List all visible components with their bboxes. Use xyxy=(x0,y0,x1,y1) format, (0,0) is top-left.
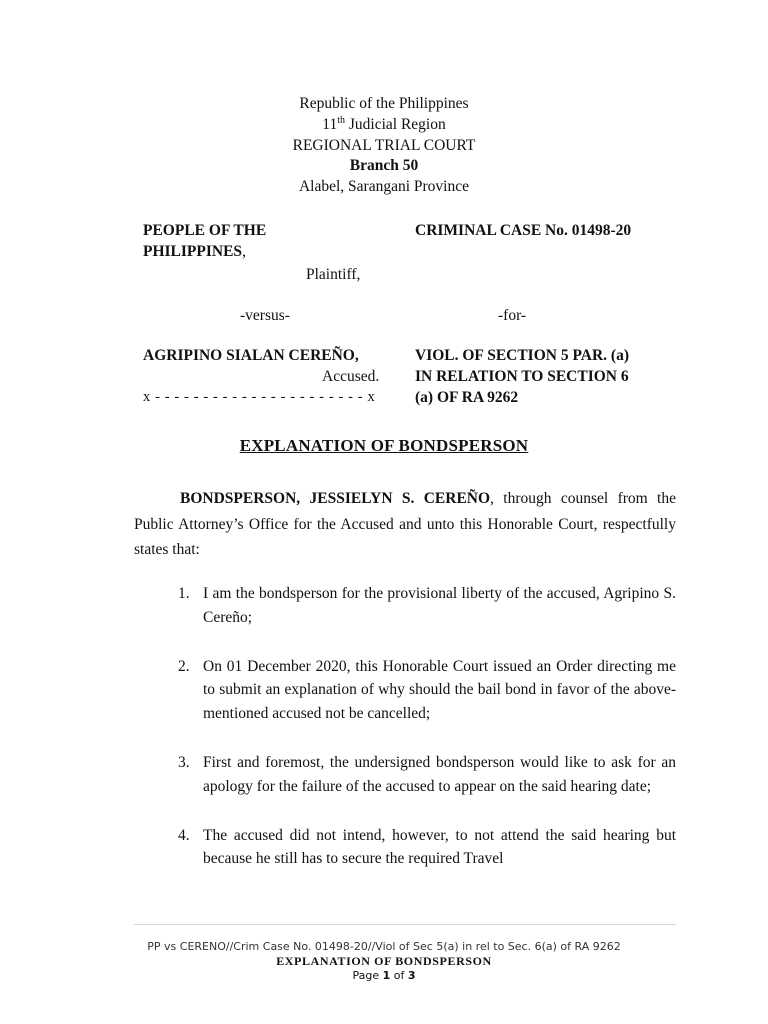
offense-line-3: (a) OF RA 9262 xyxy=(415,389,519,406)
caption-separator: x - - - - - - - - - - - - - - - - - - - - - - x xyxy=(143,389,376,405)
footer-case-caption: PP vs CERENO//Crim Case No. 01498-20//Viol of Sec 5(a) in rel to Sec. 6(a) of RA 9262 xyxy=(147,940,621,953)
item-number: 3. xyxy=(178,753,190,771)
branch-line: Branch 50 xyxy=(349,157,419,175)
of-word: of xyxy=(390,969,408,982)
accused-name: AGRIPINO SIALAN CEREÑO, xyxy=(143,347,359,364)
plaintiff-name xyxy=(143,220,343,262)
versus-label: -versus- xyxy=(240,307,290,324)
court-line: REGIONAL TRIAL COURT xyxy=(292,136,476,154)
case-number: CRIMINAL CASE No. 01498-20 xyxy=(415,222,632,239)
page-footer xyxy=(0,940,768,984)
item-text: On 01 December 2020, this Honorable Court issued an Order directing me to submit an explanation of why should the bail bond in favor of the above-mentioned accused not be cancelled; xyxy=(203,657,676,723)
people-line-2: PHILIPPINES xyxy=(143,243,243,260)
location-line: Alabel, Sarangani Province xyxy=(298,178,469,196)
republic-line: Republic of the Philippines xyxy=(299,95,469,112)
plaintiff-label: Plaintiff, xyxy=(306,266,361,283)
for-label: -for- xyxy=(498,307,527,324)
offense-line-1: VIOL. OF SECTION 5 PAR. (a) xyxy=(415,347,629,364)
item-number: 4. xyxy=(178,826,190,844)
page-number: 1 xyxy=(382,969,391,982)
item-text: The accused did not intend, however, to not attend the said hearing but because he still has to secure the required Travel xyxy=(203,826,676,868)
document-title: EXPLANATION OF BONDSPERSON xyxy=(239,436,529,455)
court-header xyxy=(0,94,768,198)
intro-bondsperson: BONDSPERSON, JESSIELYN S. CEREÑO xyxy=(180,490,491,507)
item-number: 1. xyxy=(178,585,190,602)
numbered-list xyxy=(178,582,676,871)
region-superscript: th xyxy=(337,114,345,126)
page-indicator xyxy=(0,968,768,984)
footer-title: EXPLANATION OF BONDSPERSON xyxy=(276,954,492,968)
people-line-1: PEOPLE OF THE xyxy=(143,222,267,239)
region-line xyxy=(0,115,768,136)
item-text: I am the bondsperson for the provisional liberty of the accused, Agripino S. Cereño; xyxy=(203,585,676,626)
page-total: 3 xyxy=(407,969,416,982)
list-item xyxy=(178,582,676,630)
accused-label: Accused. xyxy=(322,368,380,385)
footer-divider xyxy=(134,924,676,925)
region-number: 11 xyxy=(322,115,338,133)
intro-text: , through counsel from the Public Attorney’s Office for the Accused and unto this Honorable Court, respectfully states that: xyxy=(134,490,676,559)
offense-description xyxy=(415,345,685,408)
people-comma: , xyxy=(242,243,246,260)
item-text: First and foremost, the undersigned bondsperson would like to ask for an apology for the failure of the accused to appear on the said hearing date; xyxy=(203,753,676,795)
list-item xyxy=(178,655,676,726)
intro-paragraph xyxy=(134,486,676,563)
list-item xyxy=(178,824,676,872)
list-item xyxy=(178,751,676,799)
item-number: 2. xyxy=(178,657,190,675)
region-text: Judicial Region xyxy=(344,115,446,133)
page-word: Page xyxy=(352,969,383,982)
offense-line-2: IN RELATION TO SECTION 6 xyxy=(415,368,629,385)
